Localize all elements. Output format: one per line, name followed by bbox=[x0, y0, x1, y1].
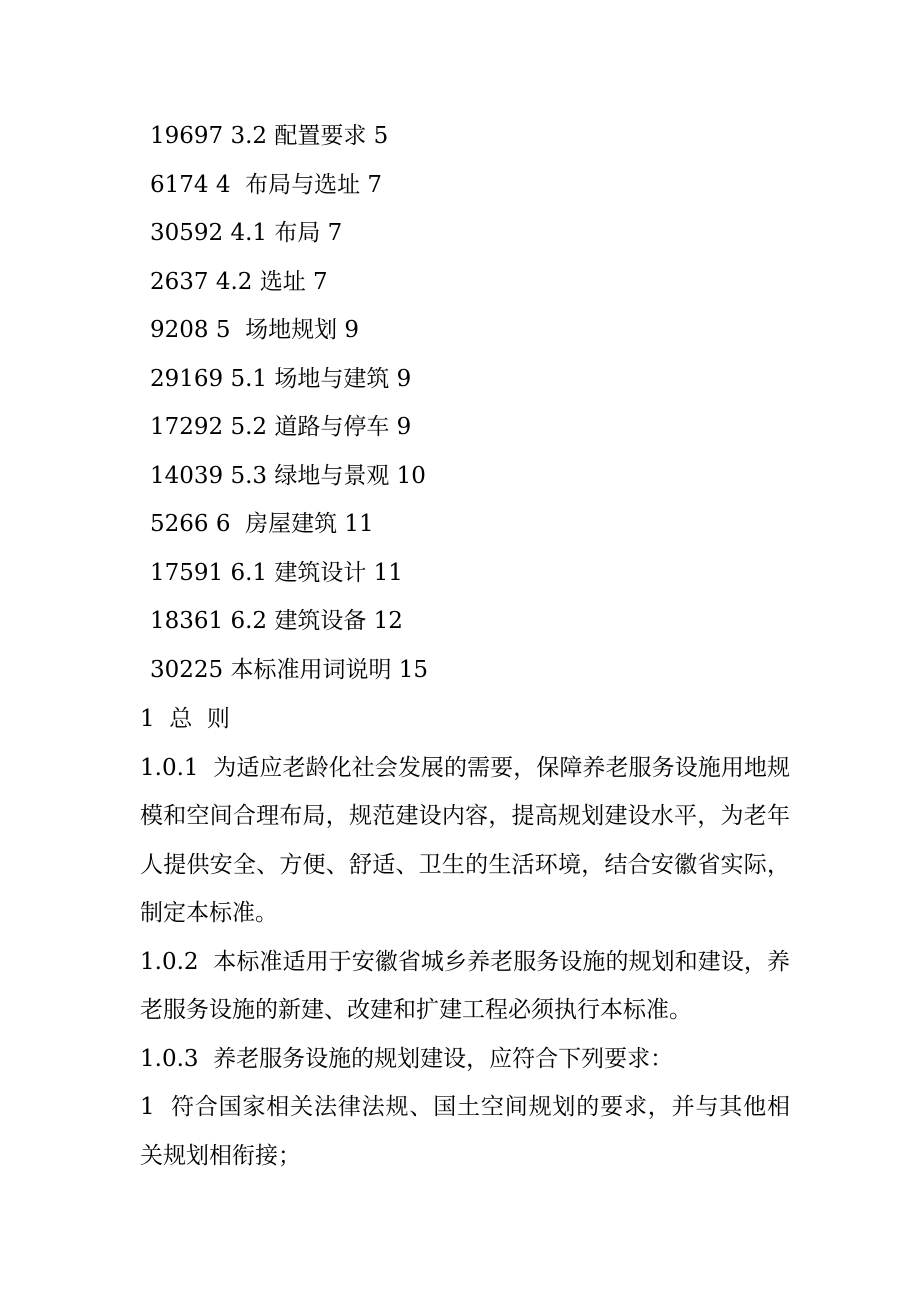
paragraph: 1.0.1 为适应老龄化社会发展的需要，保障养老服务设施用地规模和空间合理布局，规范建设内容，提高规划建设水平，为老年人提供安全、方便、舒适、卫生的生活环境，结合安徽省实际，制定本标准。 bbox=[140, 754, 790, 926]
toc-entry: 9208 5 场地规划 9 bbox=[150, 317, 360, 343]
toc-entry: 17591 6.1 建筑设计 11 bbox=[150, 559, 403, 586]
paragraph: 1.0.3 养老服务设施的规划建设，应符合下列要求： bbox=[140, 1045, 674, 1072]
document-body bbox=[140, 695, 790, 1180]
toc-entry: 5266 6 房屋建筑 11 bbox=[150, 511, 374, 537]
toc-entry: 30592 4.1 布局 7 bbox=[150, 220, 343, 246]
toc-entry: 6174 4 布局与选址 7 bbox=[150, 171, 383, 198]
toc-entry: 18361 6.2 建筑设备 12 bbox=[150, 608, 403, 634]
section-heading: 1 总 则 bbox=[140, 706, 230, 732]
paragraph: 1 符合国家相关法律法规、国土空间规划的要求，并与其他相关规划相衔接； bbox=[140, 1094, 790, 1169]
toc-entry: 29169 5.1 场地与建筑 9 bbox=[150, 365, 412, 392]
paragraph: 1.0.2 本标准适用于安徽省城乡养老服务设施的规划和建设，养老服务设施的新建、改建和扩建工程必须执行本标准。 bbox=[140, 948, 790, 1023]
toc-entry: 17292 5.2 道路与停车 9 bbox=[150, 414, 412, 440]
table-of-contents bbox=[150, 118, 810, 700]
toc-entry: 2637 4.2 选址 7 bbox=[150, 268, 328, 295]
toc-entry: 19697 3.2 配置要求 5 bbox=[150, 123, 389, 149]
toc-entry: 14039 5.3 绿地与景观 10 bbox=[150, 462, 426, 489]
toc-entry: 30225 本标准用词说明 15 bbox=[150, 656, 429, 683]
